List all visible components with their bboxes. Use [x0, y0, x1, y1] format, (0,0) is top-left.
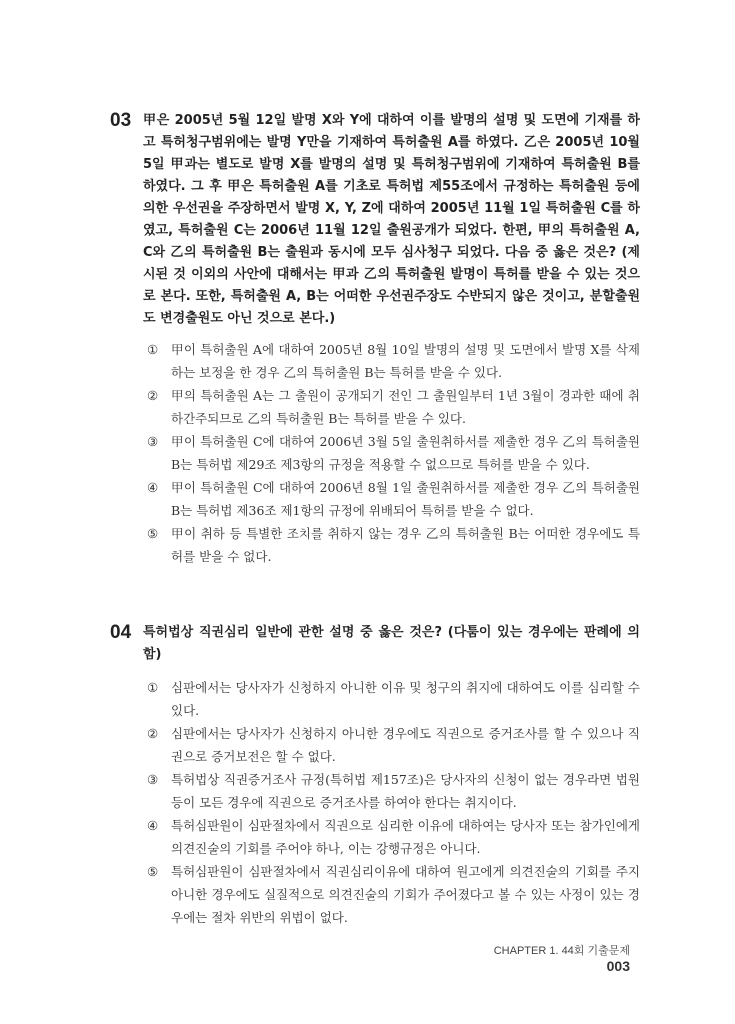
option-mark: ② — [147, 388, 159, 403]
option-2[interactable] — [147, 384, 640, 430]
option-5[interactable] — [147, 522, 640, 568]
option-text: 甲의 특허출원 A는 그 출원이 공개되기 전인 그 출원일부터 1년 3월이 경과한 때에 취하간주되므로 乙의 특허출원 B는 특허를 받을 수 있다. — [171, 388, 640, 426]
option-text: 특허심판원이 심판절차에서 직권심리이유에 대하여 원고에게 의견진술의 기회를 주지 아니한 경우에도 실질적으로 의견진술의 기회가 주어졌다고 볼 수 있는 사정이 있는 경우에는 절차 위반의 위법이 없다. — [171, 864, 640, 925]
option-4[interactable] — [147, 814, 640, 860]
option-mark: ② — [147, 726, 159, 741]
option-text: 甲이 취하 등 특별한 조치를 취하지 않는 경우 乙의 특허출원 B는 어떠한 경우에도 특허를 받을 수 없다. — [171, 526, 640, 564]
option-1[interactable] — [147, 676, 640, 722]
option-mark: ③ — [147, 434, 159, 449]
option-mark: ⑤ — [147, 526, 159, 541]
option-3[interactable] — [147, 768, 640, 814]
option-text: 甲이 특허출원 C에 대하여 2006년 8월 1일 출원취하서를 제출한 경우 乙의 특허출원 B는 특허법 제36조 제1항의 규정에 위배되어 특허를 받을 수 없다. — [171, 480, 640, 518]
option-4[interactable] — [147, 476, 640, 522]
page-number: 003 — [606, 958, 630, 974]
option-mark: ④ — [147, 818, 159, 833]
option-list — [147, 676, 640, 929]
question-number: 03 — [110, 110, 132, 131]
chapter-label: CHAPTER 1. 44회 기출문제 — [493, 945, 630, 957]
option-2[interactable] — [147, 722, 640, 768]
question-04 — [110, 622, 640, 929]
question-stem: 甲은 2005년 5월 12일 발명 X와 Y에 대하여 이를 발명의 설명 및 도면에 기재를 하고 특허청구범위에는 발명 Y만을 기재하여 특허출원 A를 하였다. 乙은 2005년 10월 5일 甲과는 별도로 발명 X를 발명의 설명 및 특허청구범위에 기재하여 특허출원 B를 하였다. 그 후 甲은 특허출원 A를 기초로 특허법 제55조에서 규정하는 특허출원 등에 의한 우선권을 주장하면서 발명 X, Y, Z에 대하여 2005년 11월 1일 특허출원 C를 하였고, 특허출원 C는 2006년 11월 12일 출원공개가 되었다. 한편, 甲의 특허출원 A, C와 乙의 특허출원 B는 출원과 동시에 모두 심사청구 되었다. 다음 중 옳은 것은? (제시된 것 이외의 사안에 대해서는 甲과 乙의 특허출원 발명이 특허를 받을 수 있는 것으로 본다. 또한, 특허출원 A, B는 어떠한 우선권주장도 수반되지 않은 것이고, 분할출원도 변경출원도 아닌 것으로 본다.) — [143, 113, 640, 326]
option-list — [147, 338, 640, 568]
question-number: 04 — [110, 622, 132, 643]
option-text: 甲이 특허출원 A에 대하여 2005년 8월 10일 발명의 설명 및 도면에서 발명 X를 삭제하는 보정을 한 경우 乙의 특허출원 B는 특허를 받을 수 있다. — [171, 342, 640, 380]
option-mark: ③ — [147, 772, 159, 787]
question-03 — [110, 110, 640, 568]
option-text: 특허법상 직권증거조사 규정(특허법 제157조)은 당사자의 신청이 없는 경우라면 법원등이 모든 경우에 직권으로 증거조사를 하여야 한다는 취지이다. — [171, 772, 640, 810]
option-mark: ① — [147, 342, 159, 357]
option-mark: ① — [147, 680, 159, 695]
option-text: 특허심판원이 심판절차에서 직권으로 심리한 이유에 대하여는 당사자 또는 참가인에게 의견진술의 기회를 주어야 하나, 이는 강행규정은 아니다. — [171, 818, 640, 856]
option-mark: ④ — [147, 480, 159, 495]
option-3[interactable] — [147, 430, 640, 476]
option-text: 심판에서는 당사자가 신청하지 아니한 이유 및 청구의 취지에 대하여도 이를 심리할 수 있다. — [171, 680, 640, 718]
option-1[interactable] — [147, 338, 640, 384]
page-footer — [470, 942, 630, 974]
question-stem: 특허법상 직권심리 일반에 관한 설명 중 옳은 것은? (다툼이 있는 경우에는 판례에 의함) — [143, 625, 640, 662]
option-mark: ⑤ — [147, 864, 159, 879]
option-text: 심판에서는 당사자가 신청하지 아니한 경우에도 직권으로 증거조사를 할 수 있으나 직권으로 증거보전은 할 수 없다. — [171, 726, 640, 764]
option-5[interactable] — [147, 860, 640, 929]
option-text: 甲이 특허출원 C에 대하여 2006년 3월 5일 출원취하서를 제출한 경우 乙의 특허출원 B는 특허법 제29조 제3항의 규정을 적용할 수 없으므로 특허를 받을 수 있다. — [171, 434, 640, 472]
